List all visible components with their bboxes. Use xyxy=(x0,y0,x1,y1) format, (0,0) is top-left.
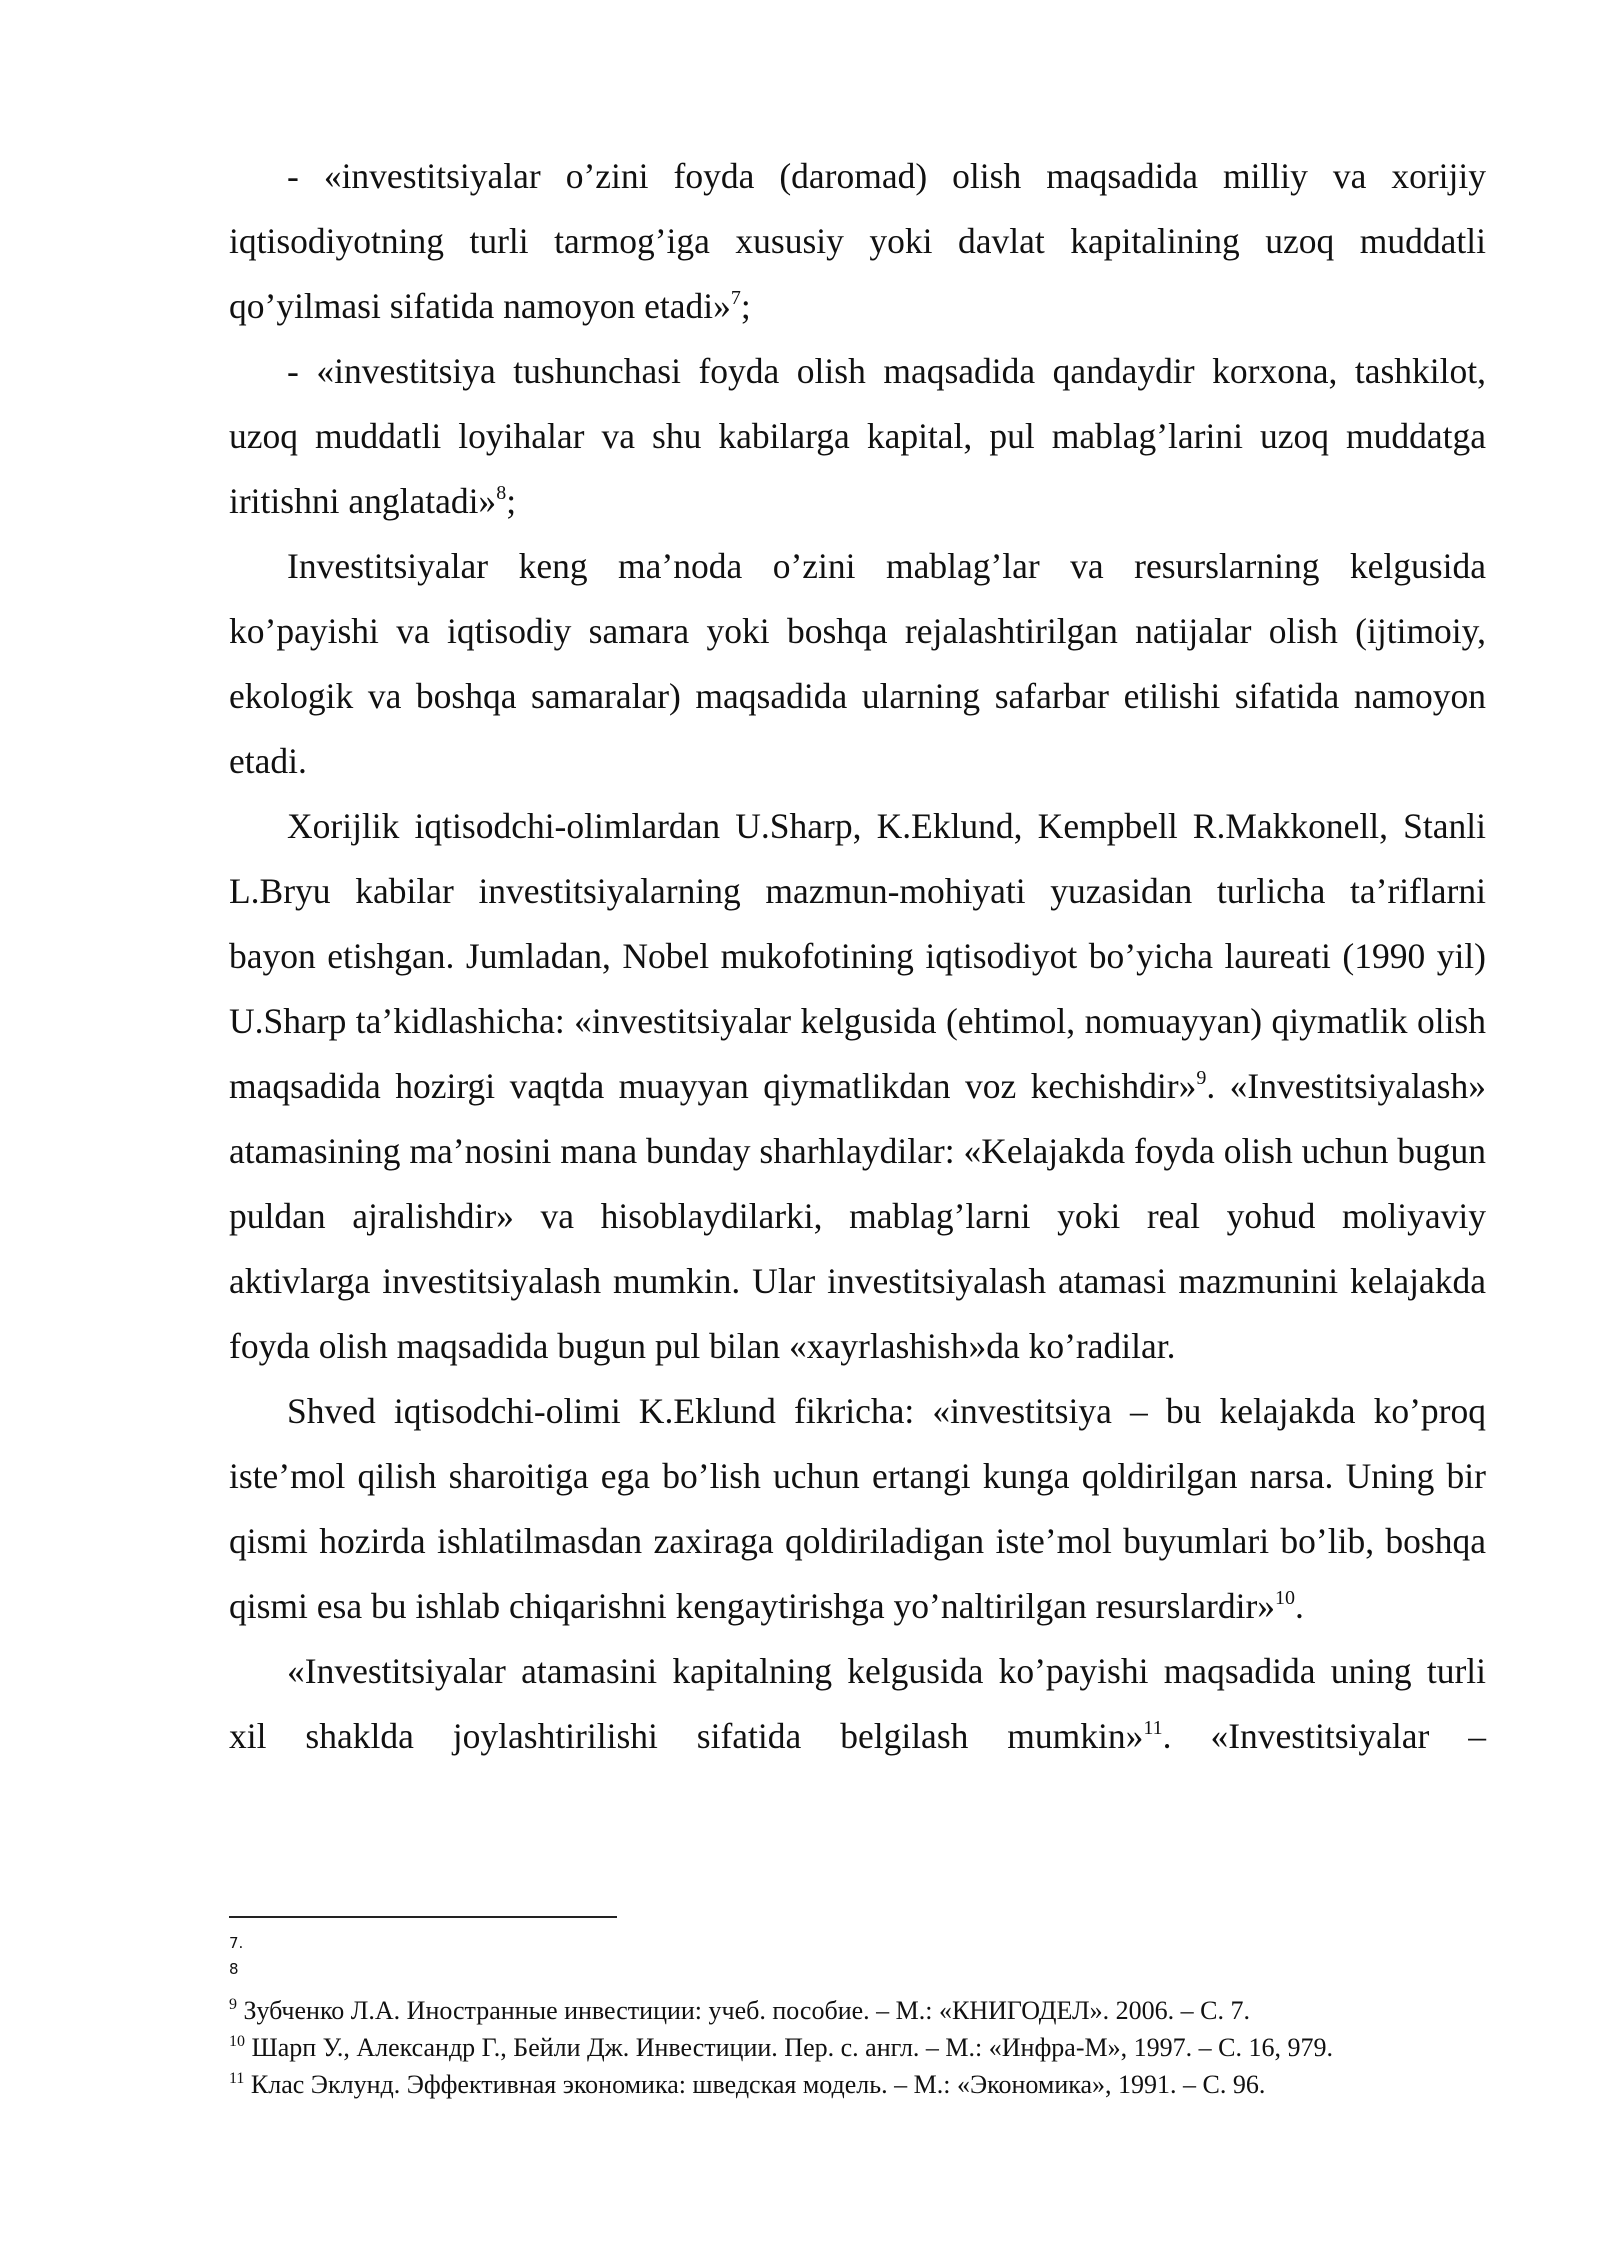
paragraph-text: - «investitsiya tushunchasi foyda olish maqsadida qandaydir korxona, tashkilot, uzoq muddatli loyihalar va shu kabilarga kapital, pul mablag’larini uzoq muddatga iritishni anglatadi» xyxy=(229,351,1486,521)
paragraph-tail: . «Investitsiyalar – xyxy=(1162,1716,1487,1756)
paragraph-quote-7 xyxy=(229,144,1486,339)
paragraph-capital-placement xyxy=(229,1639,1486,1769)
paragraph-text: «Investitsiyalar atamasini kapitalning kelgusida ko’payishi maqsadida uning turli xil shaklda joylashtirilishi sifatida belgilash mumkin» xyxy=(229,1651,1486,1756)
footnote-text: Клас Эклунд. Эффективная экономика: шведская модель. – М.: «Экономика», 1991. – С. 96. xyxy=(250,2070,1266,2099)
paragraph-foreign-scholars xyxy=(229,794,1486,1379)
paragraph-text: Shved iqtisodchi-olimi K.Eklund fikricha: «investitsiya – bu kelajakda ko’proq iste’mol qilish sharoitiga ega bo’lish uchun ertangi kunga qoldirilgan narsa. Uning bir qismi hozirda ishlatilmasdan zaxiraga qoldiriladigan iste’mol buyumlari bo’lib, boshqa qismi esa bu ishlab chiqarishni kengaytirishga yo’naltirilgan resurslardir» xyxy=(229,1391,1486,1626)
footnote-number: 11 xyxy=(229,2070,245,2087)
footnote-separator xyxy=(229,1916,617,1918)
paragraph-tail: . xyxy=(1295,1586,1304,1626)
paragraph-quote-8 xyxy=(229,339,1486,534)
paragraph-investments-definition xyxy=(229,534,1486,794)
paragraph-text: Xorijlik iqtisodchi-olimlardan U.Sharp, K.Eklund, Kempbell R.Makkonell, Stanli L.Bryu kabilar investitsiyalarning mazmun-mohiyati yuzasidan turlicha ta’riflarni bayon etishgan. Jumladan, Nobel mukofotining iqtisodiyot bo’yicha laureati (1990 yil) U.Sharp ta’kidlashicha: «investitsiyalar kelgusida (ehtimol, nomuayyan) qiymatlik olish maqsadida hozirgi vaqtda muayyan qiymatlikdan voz kechishdir» xyxy=(229,806,1486,1106)
footnote-7 xyxy=(229,1930,1486,1956)
footnote-10 xyxy=(229,2029,1486,2066)
footnote-number: 8 xyxy=(229,1960,239,1978)
main-text xyxy=(229,144,1486,1769)
footnote-number: 10 xyxy=(229,2033,245,2050)
paragraph-tail: ; xyxy=(506,481,517,521)
footnote-ref: 8 xyxy=(496,482,507,504)
paragraph-tail: . «Investitsiyalash» atamasining ma’nosini mana bunday sharhlaydilar: «Kelajakda foyda olish uchun bugun puldan ajralishdir» va hisoblaydilarki, mablag’larni yoki real yohud moliyaviy aktivlarga investitsiyalash mumkin. Ular investitsiyalash atamasi mazmunini kelajakda foyda olish maqsadida bugun pul bilan «xayrlashish»da ko’radilar. xyxy=(229,1066,1486,1366)
footnote-8 xyxy=(229,1956,1486,1982)
paragraph-text: - «investitsiyalar o’zini foyda (daromad) olish maqsadida milliy va xorijiy iqtisodiyotning turli tarmog’iga xususiy yoki davlat kapitalining uzoq muddatli qo’yilmasi sifatida namoyon etadi» xyxy=(229,156,1486,326)
footnote-text: Шарп У., Александр Г., Бейли Дж. Инвестиции. Пер. с. англ. – М.: «Инфра-М», 1997. – С. 16, 979. xyxy=(251,2033,1333,2062)
footnote-text: Зубченко Л.А. Иностранные инвестиции: учеб. пособие. – М.: «КНИГОДЕЛ». 2006. – С. 7. xyxy=(243,1996,1251,2025)
footnote-9 xyxy=(229,1992,1486,2029)
footnote-11 xyxy=(229,2066,1486,2103)
footnote-text: . xyxy=(238,1934,244,1952)
paragraph-text: Investitsiyalar keng ma’noda o’zini mablag’lar va resurslarning kelgusida ko’payishi va iqtisodiy samara yoki boshqa rejalashtirilgan natijalar olish (ijtimoiy, ekologik va boshqa samaralar) maqsadida ularning safarbar etilishi sifatida namoyon etadi. xyxy=(229,546,1486,781)
footnote-number: 7 xyxy=(229,1934,239,1952)
footnote-ref: 7 xyxy=(730,287,741,309)
footnote-ref: 10 xyxy=(1275,1587,1296,1609)
footnote-ref: 11 xyxy=(1143,1717,1163,1739)
footnotes-section xyxy=(229,1916,1486,2103)
paragraph-eklund xyxy=(229,1379,1486,1639)
footnote-ref: 9 xyxy=(1196,1067,1207,1089)
footnote-number: 9 xyxy=(229,1996,237,2013)
paragraph-tail: ; xyxy=(740,286,751,326)
